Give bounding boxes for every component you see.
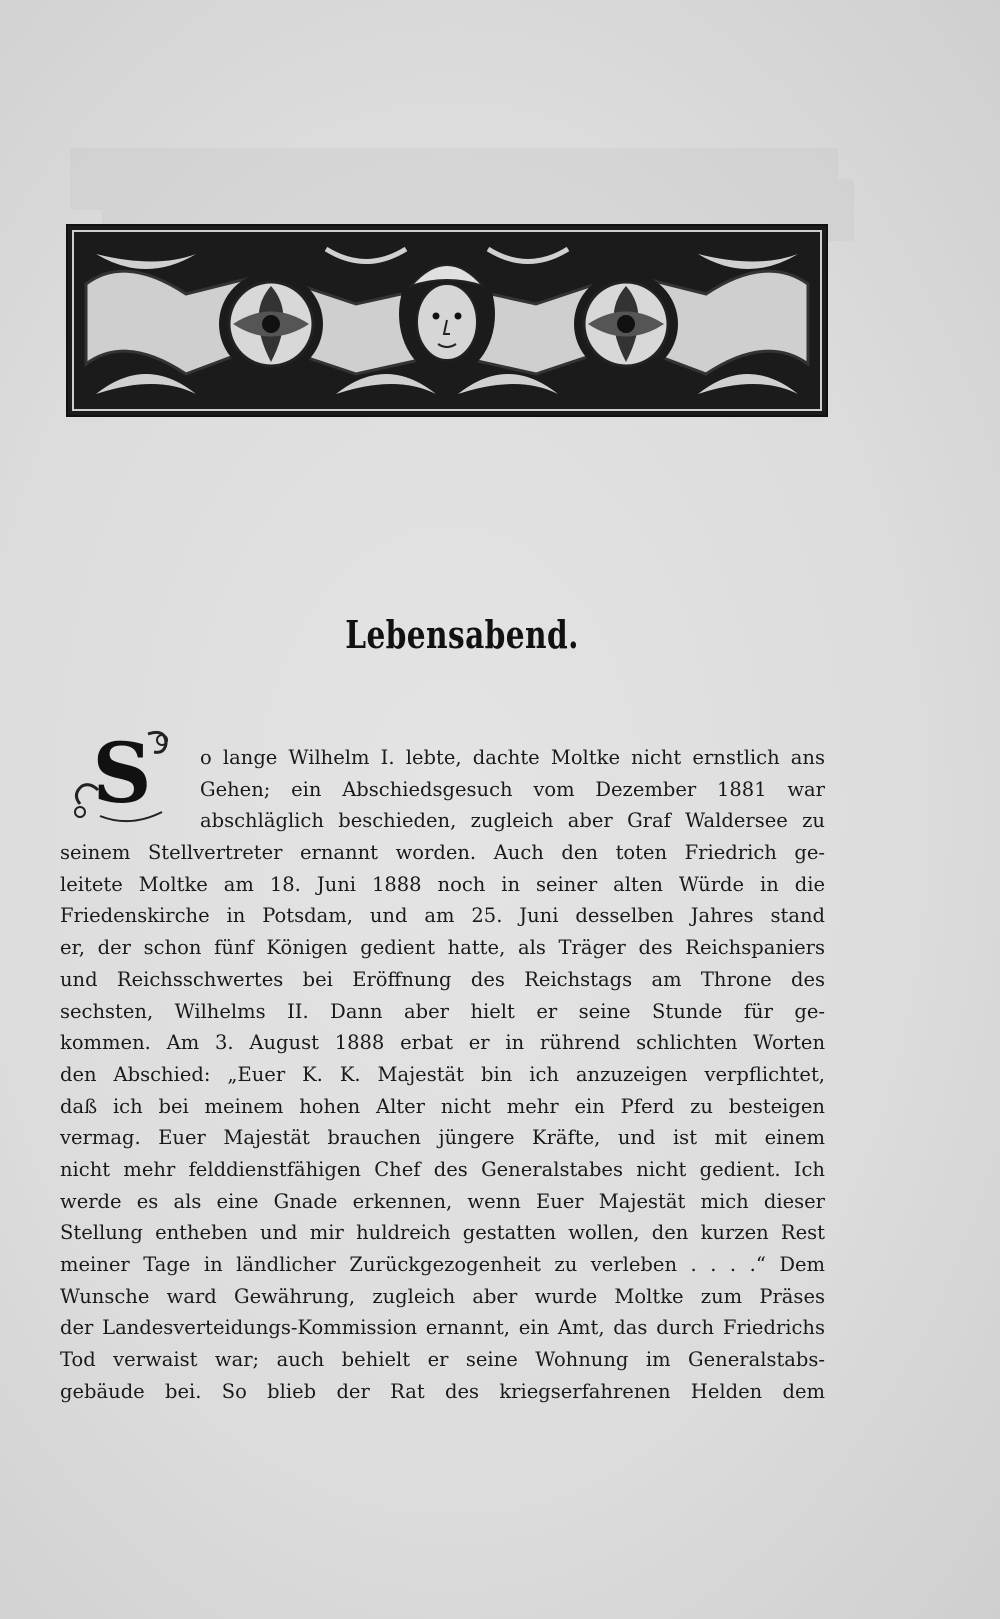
text-line: abschläglich beschieden, zugleich aber Graf Waldersee zu [200,809,825,833]
drop-cap-letter: S [92,726,152,822]
text-line: werde es als eine Gnade erkennen, wenn Euer Majestät mich dieser [60,1189,825,1213]
text-line: vermag. Euer Majestät brauchen jüngere Kräfte, und ist mit einem [60,1126,825,1150]
text-line: sechsten, Wilhelms II. Dann aber hielt er seine Stunde für ge- [60,999,825,1023]
text-line: Friedenskirche in Potsdam, und am 25. Juni desselben Jahres stand [60,904,825,928]
text-line: kommen. Am 3. August 1888 erbat er in rührend schlichten Worten [60,1031,825,1055]
text-line: und Reichsschwertes bei Eröffnung des Reichstags am Throne des [60,967,825,991]
text-line: er, der schon fünf Königen gedient hatte, als Träger des Reichspaniers [60,936,825,960]
chapter-heading: Lebensabend. [345,612,579,657]
text-line: den Abschied: „Euer K. K. Majestät bin ich anzuzeigen verpflichtet, [60,1062,825,1086]
text-line: Wunsche ward Gewährung, zugleich aber wurde Moltke zum Präses [60,1284,825,1308]
text-line: meiner Tage in ländlicher Zurückgezogenheit zu verleben . . . .“ Dem [60,1253,825,1276]
text-line: gebäude bei. So blieb der Rat des kriegserfahrenen Helden dem [60,1379,825,1403]
ornamental-header-band [66,224,828,417]
text-line: leitete Moltke am 18. Juni 1888 noch in seiner alten Würde in die [60,872,825,896]
text-line: seinem Stellvertreter ernannt worden. Auch den toten Friedrich ge- [60,841,825,865]
text-line: o lange Wilhelm I. lebte, dachte Moltke nicht ernstlich ans [200,746,825,769]
text-line: nicht mehr felddienstfähigen Chef des Generalstabes nicht gedient. Ich [60,1157,825,1181]
text-line: daß ich bei meinem hohen Alter nicht mehr ein Pferd zu besteigen [60,1094,825,1118]
text-line: Gehen; ein Abschiedsgesuch vom Dezember 1881 war [200,777,825,801]
text-line: Tod verwaist war; auch behielt er seine Wohnung im Generalstabs- [60,1348,825,1372]
body-text [60,742,825,1407]
text-line: der Landesverteidungs-Kommission ernannt, ein Amt, das durch Friedrichs [60,1316,825,1340]
text-line: Stellung entheben und mir huldreich gestatten wollen, den kurzen Rest [60,1221,825,1245]
